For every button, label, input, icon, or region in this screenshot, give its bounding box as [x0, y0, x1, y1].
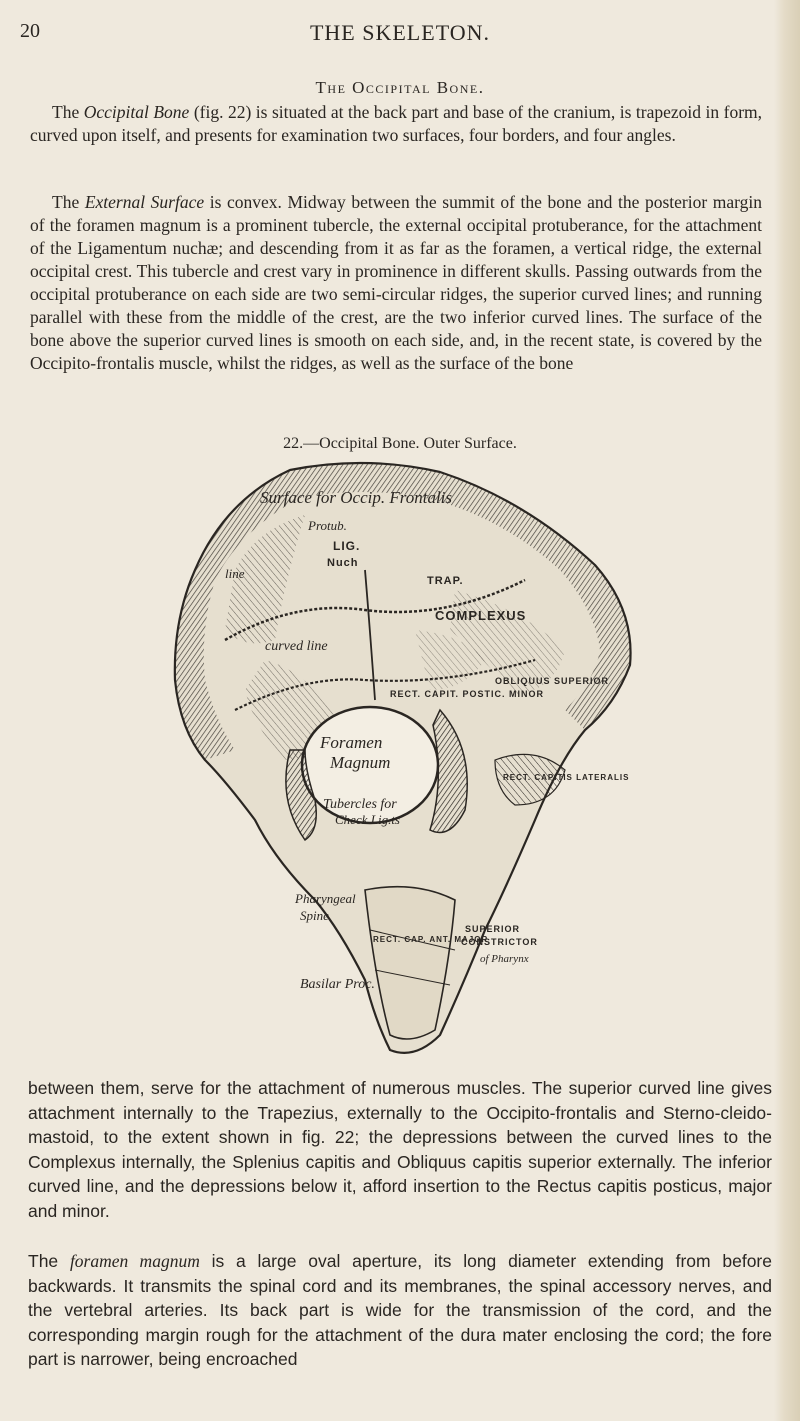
label-curved-line: curved line [265, 639, 328, 654]
running-head: THE SKELETON. [309, 20, 491, 45]
label-nuch: Nuch [327, 557, 359, 569]
paragraph-intro [30, 101, 762, 147]
label-rect-cap-minor: RECT. CAPIT. POSTIC. MINOR [390, 689, 545, 699]
label-foramen: Foramen [320, 733, 383, 752]
label-spine: Spine [300, 908, 329, 923]
figure-caption: 22.—Occipital Bone. Outer Surface. [283, 435, 517, 452]
label-surface: Surface for Occip. Frontalis [260, 488, 453, 507]
para2-term: External Surface [84, 192, 205, 212]
label-basilar: Basilar Proc. [300, 977, 375, 992]
paragraph-external-surface [30, 191, 762, 375]
label-magnum: Magnum [330, 753, 391, 772]
label-complexus: COMPLEXUS [435, 608, 527, 623]
label-protuberance: Protub. [308, 518, 347, 533]
label-of-pharynx: of Pharynx [480, 953, 529, 965]
para1-rest: (fig. 22) is situated at the back part and base of the cranium, is trapezoid in form, curved upon itself, and presents for examination two surfaces, four borders, and four angles. [30, 102, 763, 145]
occipital-bone-illustration [165, 460, 685, 1062]
occipital-bone-figure [165, 460, 685, 1062]
label-lig: LIG. [333, 539, 361, 553]
label-pharyngeal: Pharyngeal [295, 891, 356, 906]
para1-pre: The [52, 102, 84, 122]
para2-pre: The [52, 192, 85, 212]
label-tubercles: Tubercles for [323, 797, 397, 812]
label-trap: TRAP. [427, 575, 464, 587]
label-obliquus-superior: OBLIQUUS SUPERIOR [495, 676, 610, 686]
para4-pre: The [28, 1251, 70, 1271]
para4-rest: is a large oval aperture, its long diameter extending from before backwards. It transmits the spinal cord and its membranes, the spinal accessory nerves, and the vertebral arteries. Its back part is wide for the transmission of the cord, and the corresponding margin rough for the attachment of the dura mater enclosing the cord; the fore part is narrower, being encroached [28, 1251, 772, 1369]
paragraph-foramen-magnum [28, 1249, 772, 1372]
label-check-lig: Check Lig.ts [335, 812, 400, 827]
section-title: The Occipital Bone. [315, 78, 485, 97]
paragraph-muscles: between them, serve for the attachment of numerous muscles. The superior curved line gives attachment internally to the Trapezius, externally to the Occipito-frontalis and Sterno-cleido-mastoid, to the extent shown in fig. 22; the depressions between the curved lines to the Complexus internally, the Splenius capitis and Obliquus capitis superior externally. The inferior curved line, and the depressions below it, afford insertion to the Rectus capitis posticus, major and minor. [28, 1078, 772, 1221]
label-rect-cap-ant-major: RECT. CAP. ANT. MAJOR [373, 935, 489, 944]
para2-rest: is convex. Midway between the summit of the bone and the posterior margin of the foramen magnum is a prominent tubercle, the external occipital protuberance, for the attachment of the Ligamentum nuchæ; and descending from it as far as the foramen, a vertical ridge, the external occipital crest. This tubercle and crest vary in prominence in different skulls. Passing outwards from the occipital protuberance on each side are two semi-circular ridges, the superior curved lines; and running parallel with these from the middle of the crest, are the two inferior curved lines. The surface of the bone above the superior curved lines is smooth on each side, and, in the recent state, is covered by the Occipito-frontalis muscle, whilst the ridges, as well as the surface of the bone [30, 192, 762, 373]
label-superior: SUPERIOR [465, 924, 521, 934]
label-rect-cap-lat: RECT. CAPITIS LATERALIS [503, 773, 630, 782]
label-line: line [225, 566, 245, 581]
page-number: 20 [20, 20, 40, 42]
label-constrictor: CONSTRICTOR [461, 937, 538, 947]
page-edge-shadow [774, 0, 800, 1421]
para4-term: foramen magnum [69, 1251, 200, 1271]
para1-term: Occipital Bone [83, 102, 190, 122]
